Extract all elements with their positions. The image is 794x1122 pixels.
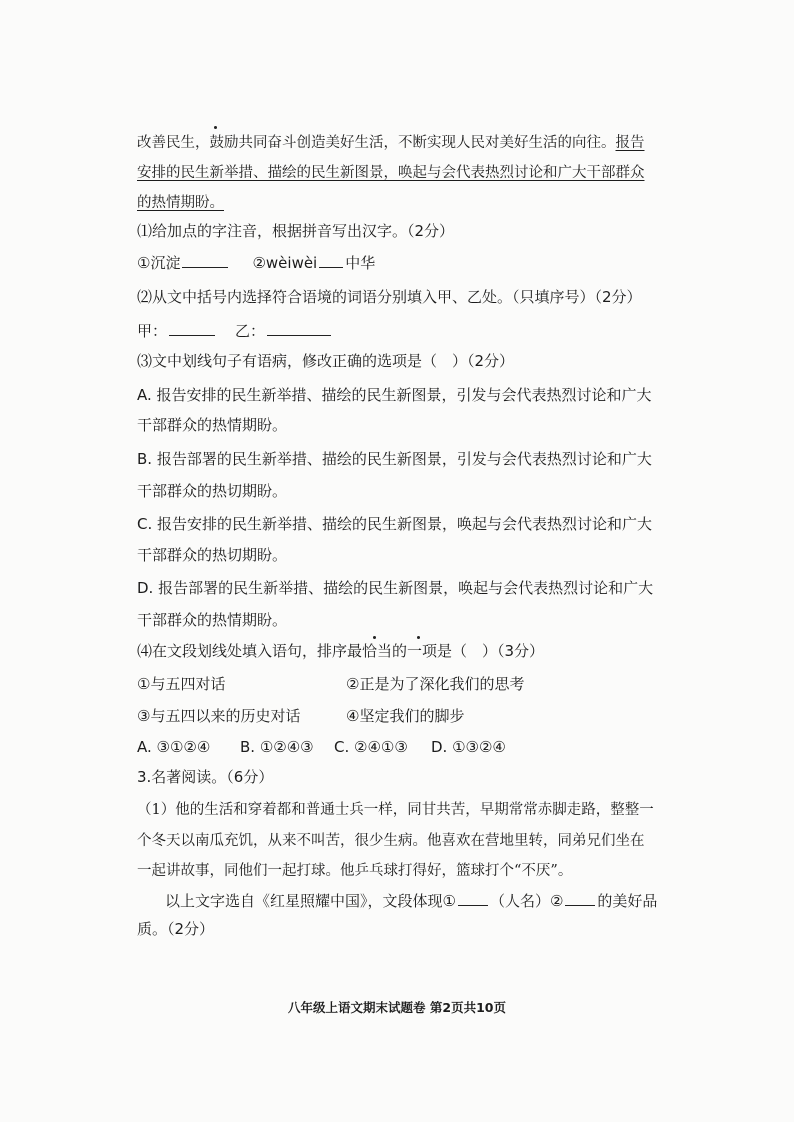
q3-option-b-line1: B. 报告部署的民生新举措、描绘的民生新图景，引发与会代表热烈讨论和广大 (137, 450, 652, 468)
section3-question-line-2: 质。（2分） (137, 920, 215, 938)
section3-question-text: 的美好品 (597, 892, 658, 910)
q2-jia-blank[interactable] (169, 321, 215, 336)
passage-line-3: 的热情期盼。 (137, 195, 224, 211)
section3-question-text: （人名）② (489, 892, 564, 910)
q1-item1-label: ①沉淀 (137, 254, 181, 272)
q3-option-c-line1: C. 报告安排的民生新举措、描绘的民生新图景，唤起与会代表热烈讨论和广大 (137, 515, 653, 533)
section3-blank-2[interactable] (565, 891, 595, 906)
q4-item-3: ③与五四以来的历史对话 (137, 707, 301, 725)
q1-prompt: ⑴给加点的字注音，根据拼音写出汉字。（2分） (137, 222, 455, 240)
section3-title: 3.名著阅读。（6分） (137, 768, 274, 786)
q3-option-c-line2: 干部群众的热切期盼。 (137, 546, 288, 564)
passage-line-2: 安排的民生新举措、描绘的民生新图景，唤起与会代表热烈讨论和广大干部群众 (137, 165, 645, 181)
q3-option-d-line2: 干部群众的热情期盼。 (137, 611, 288, 629)
q3-option-b-line2: 干部群众的热切期盼。 (137, 482, 288, 500)
passage-underlined-text: 报告 (615, 135, 645, 151)
q4-item-4: ④坚定我们的脚步 (346, 707, 465, 725)
section3-question-line-1 (165, 890, 657, 912)
q4-item-1: ①与五四对话 (137, 675, 226, 693)
q4-prompt: ⑷在文段划线处填入语句，排序最恰当的一项是（ ）（3分） (137, 642, 545, 660)
q4-choice-c: C. ②④①③ (334, 738, 408, 756)
section3-para-line-3: 一起讲故事，同他们一起打球。他乒乓球打得好，篮球打个“不厌”。 (137, 863, 573, 879)
q4-item-2: ②正是为了深化我们的思考 (346, 675, 525, 693)
q4-choice-b: B. ①②④③ (240, 738, 314, 756)
q1-item2-blank[interactable] (319, 253, 343, 268)
page-footer: 八年级上语文期末试题卷 第2页共10页 (288, 1000, 506, 1015)
passage-line-1 (137, 132, 645, 154)
q1-items (137, 252, 375, 274)
q3-prompt: ⑶文中划线句子有语病，修改正确的选项是（ ）（2分） (137, 352, 515, 370)
section3-question-text: 以上文字选自《红星照耀中国》，文段体现① (165, 892, 456, 910)
section3-para-line-1: （1）他的生活和穿着都和普通士兵一样，同甘共苦，早期常常赤脚走路，整整一 (137, 802, 654, 818)
q2-blanks (137, 320, 333, 342)
q1-item2-tail: 中华 (345, 254, 376, 272)
q1-item2-label: ②wèiwèi (252, 254, 318, 272)
q4-choice-d: D. ①③②④ (431, 738, 506, 756)
section3-para-line-2: 个冬天以南瓜充饥，从来不叫苦，很少生病。他喜欢在营地里转，同弟兄们坐在 (137, 833, 645, 849)
emphasis-dot (417, 636, 420, 639)
q3-option-d-line1: D. 报告部署的民生新举措、描绘的民生新图景，唤起与会代表热烈讨论和广大 (137, 579, 654, 597)
q2-yi-label: 乙： (235, 322, 266, 340)
q2-yi-blank[interactable] (267, 321, 331, 336)
q2-prompt: ⑵从文中括号内选择符合语境的词语分别填入甲、乙处。（只填序号）（2分） (137, 288, 642, 306)
emphasis-dot (214, 126, 217, 129)
q3-option-a-line1: A. 报告安排的民生新举措、描绘的民生新图景，引发与会代表热烈讨论和广大 (137, 386, 652, 404)
q2-jia-label: 甲： (137, 322, 168, 340)
q3-option-a-line2: 干部群众的热情期盼。 (137, 416, 288, 434)
section3-blank-1[interactable] (458, 891, 488, 906)
emphasis-dot (373, 636, 376, 639)
q4-choice-a: A. ③①②④ (137, 738, 211, 756)
q1-item1-blank[interactable] (182, 253, 228, 268)
passage-text: 改善民生，鼓励共同奋斗创造美好生活，不断实现人民对美好生活的向往。 (137, 135, 616, 151)
